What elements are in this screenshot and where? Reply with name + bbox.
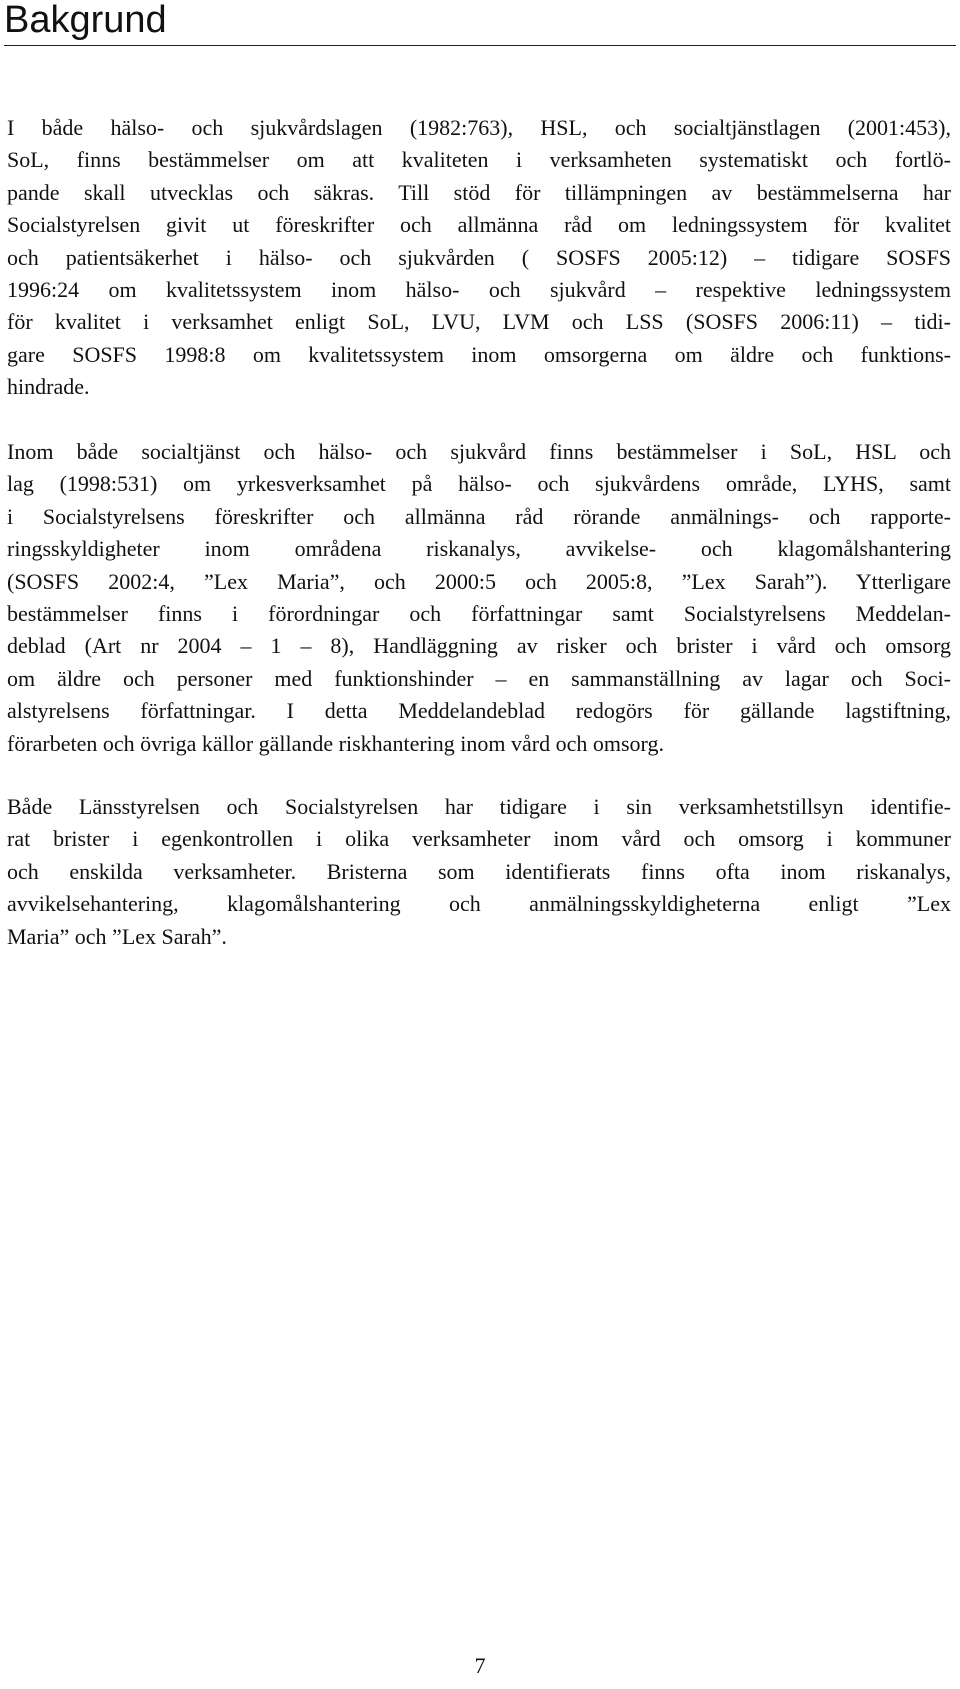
text-line: i Socialstyrelsens föreskrifter och allmänna råd rörande anmälnings- och rapporte- [7, 503, 951, 529]
text-line: alstyrelsens författningar. I detta Meddelandeblad redogörs för gällande lagstiftning, [7, 698, 951, 724]
text-line: Socialstyrelsen givit ut föreskrifter och allmänna råd om ledningssystem för kvalitet [7, 212, 951, 238]
text-line: bestämmelser finns i förordningar och författningar samt Socialstyrelsens Meddelan- [7, 601, 951, 627]
text-line: rat brister i egenkontrollen i olika verksamheter inom vård och omsorg i kommuner [7, 826, 951, 852]
text-line: Både Länsstyrelsen och Socialstyrelsen har tidigare i sin verksamhetstillsyn identifie- [7, 794, 951, 819]
text-line: avvikelsehantering, klagomålshantering och anmälningsskyldigheterna enligt ”Lex [7, 891, 951, 917]
page-number: 7 [474, 1653, 486, 1678]
text-line: och enskilda verksamheter. Bristerna som identifierats finns ofta inom riskanalys, [7, 858, 951, 884]
paragraph-1 [7, 112, 951, 404]
text-line: lag (1998:531) om yrkesverksamhet på hälso- och sjukvårdens område, LYHS, samt [7, 471, 951, 497]
text-line: (SOSFS 2002:4, ”Lex Maria”, och 2000:5 och 2005:8, ”Lex Sarah”). Ytterligare [7, 568, 951, 594]
text-line: förarbeten och övriga källor gällande riskhantering inom vård och omsorg. [7, 730, 664, 756]
paragraph-3 [7, 791, 951, 953]
text-line: deblad (Art nr 2004 – 1 – 8), Handläggning av risker och brister i vård och omsorg [7, 633, 951, 659]
text-line: 1996:24 om kvalitetssystem inom hälso- och sjukvård – respektive ledningssystem [7, 277, 951, 303]
text-line: ringsskyldigheter inom områdena riskanalys, avvikelse- och klagomålshantering [7, 536, 951, 562]
text-line: och patientsäkerhet i hälso- och sjukvården ( SOSFS 2005:12) – tidigare SOSFS [7, 244, 951, 270]
text-line: gare SOSFS 1998:8 om kvalitetssystem inom omsorgerna om äldre och funktions- [7, 341, 951, 367]
section-heading: Bakgrund [4, 0, 956, 46]
text-line: om äldre och personer med funktionshinder – en sammanställning av lagar och Soci- [7, 665, 951, 691]
text-line: Maria” och ”Lex Sarah”. [7, 923, 227, 949]
text-line: pande skall utvecklas och säkras. Till stöd för tillämpningen av bestämmelserna har [7, 179, 951, 205]
paragraph-2 [7, 436, 951, 760]
text-line: för kvalitet i verksamhet enligt SoL, LVU, LVM och LSS (SOSFS 2006:11) – tidi- [7, 309, 951, 335]
text-line: I både hälso- och sjukvårdslagen (1982:763), HSL, och socialtjänstlagen (2001:453), [7, 115, 951, 140]
text-line: SoL, finns bestämmelser om att kvaliteten i verksamheten systematiskt och fortlö- [7, 147, 951, 173]
text-line: hindrade. [7, 374, 90, 400]
text-line: Inom både socialtjänst och hälso- och sjukvård finns bestämmelser i SoL, HSL och [7, 439, 951, 464]
